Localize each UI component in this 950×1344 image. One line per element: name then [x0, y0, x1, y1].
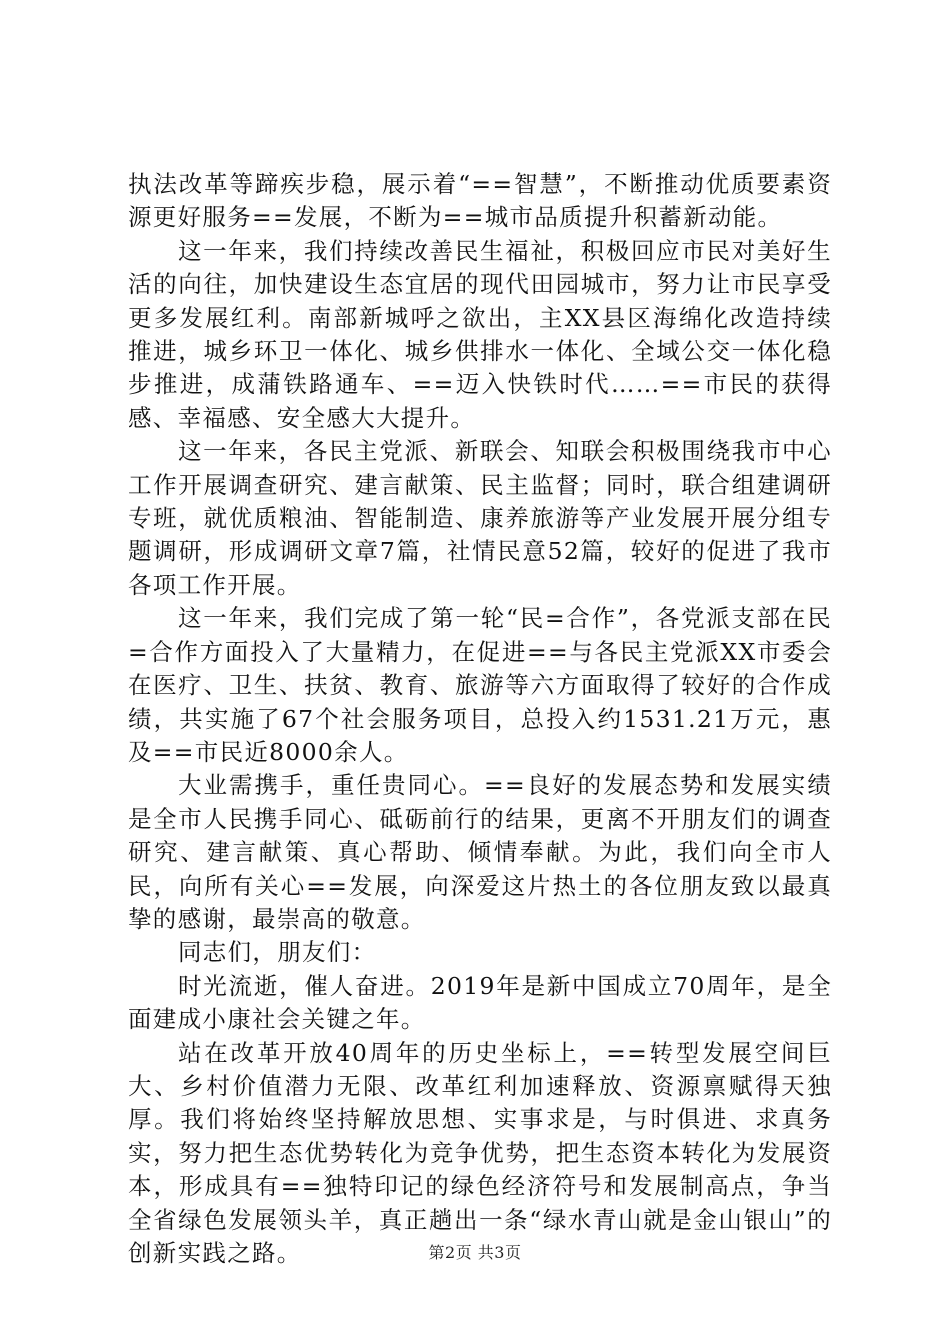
paragraph-cooperation: 这一年来，我们完成了第一轮“民=合作”，各党派支部在民=合作方面投入了大量精力，在促进==与各民主党派XX市委会在医疗、卫生、扶贫、教育、旅游等六方面取得了较好的合作成绩，共实施了67个社会服务项目，总投入约1531.21万元，惠及==市民近8000余人。	[128, 604, 832, 766]
paragraph-gratitude: 大业需携手，重任贵同心。==良好的发展态势和发展实绩是全市人民携手同心、砥砺前行的结果，更离不开朋友们的调查研究、建言献策、真心帮助、倾情奉献。为此，我们向全市人民，向所有关心==发展，向深爱这片热土的各位朋友致以最真挚的感谢，最崇高的敬意。	[128, 771, 832, 933]
paragraph-salutation: 同志们，朋友们：	[178, 938, 377, 967]
paragraph-livelihood: 这一年来，我们持续改善民生福祉，积极回应市民对美好生活的向往，加快建设生态宜居的现代田园城市，努力让市民享受更多发展红利。南部新城呼之欲出，主XX县区海绵化改造持续推进，城乡环卫一体化、城乡供排水一体化、全域公交一体化稳步推进，成蒲铁路通车、==迈入快铁时代……==市民的获得感、幸福感、安全感大大提升。	[128, 236, 832, 432]
paragraph-continuation: 执法改革等蹄疾步稳，展示着“==智慧”，不断推动优质要素资源更好服务==发展，不断为==城市品质提升积蓄新动能。	[128, 170, 832, 232]
paragraph-reform-outlook: 站在改革开放40周年的历史坐标上，==转型发展空间巨大、乡村价值潜力无限、改革红利加速释放、资源禀赋得天独厚。我们将始终坚持解放思想、实事求是，与时俱进、求真务实，努力把生态优势转化为竞争优势，把生态资本转化为发展资本，形成具有==独特印记的绿色经济符号和发展制高点，争当全省绿色发展领头羊，真正趟出一条“绿水青山就是金山银山”的创新实践之路。	[128, 1038, 832, 1267]
document-body	[128, 168, 832, 1270]
paragraph-democratic-parties: 这一年来，各民主党派、新联会、知联会积极围绕我市中心工作开展调查研究、建言献策、民主监督；同时，联合组建调研专班，就优质粮油、智能制造、康养旅游等产业发展开展分组专题调研，形成调研文章7篇，社情民意52篇，较好的促进了我市各项工作开展。	[128, 437, 832, 599]
page-footer: 第2页 共3页	[428, 1243, 522, 1262]
paragraph-year-2019: 时光流逝，催人奋进。2019年是新中国成立70周年，是全面建成小康社会关键之年。	[128, 971, 832, 1034]
